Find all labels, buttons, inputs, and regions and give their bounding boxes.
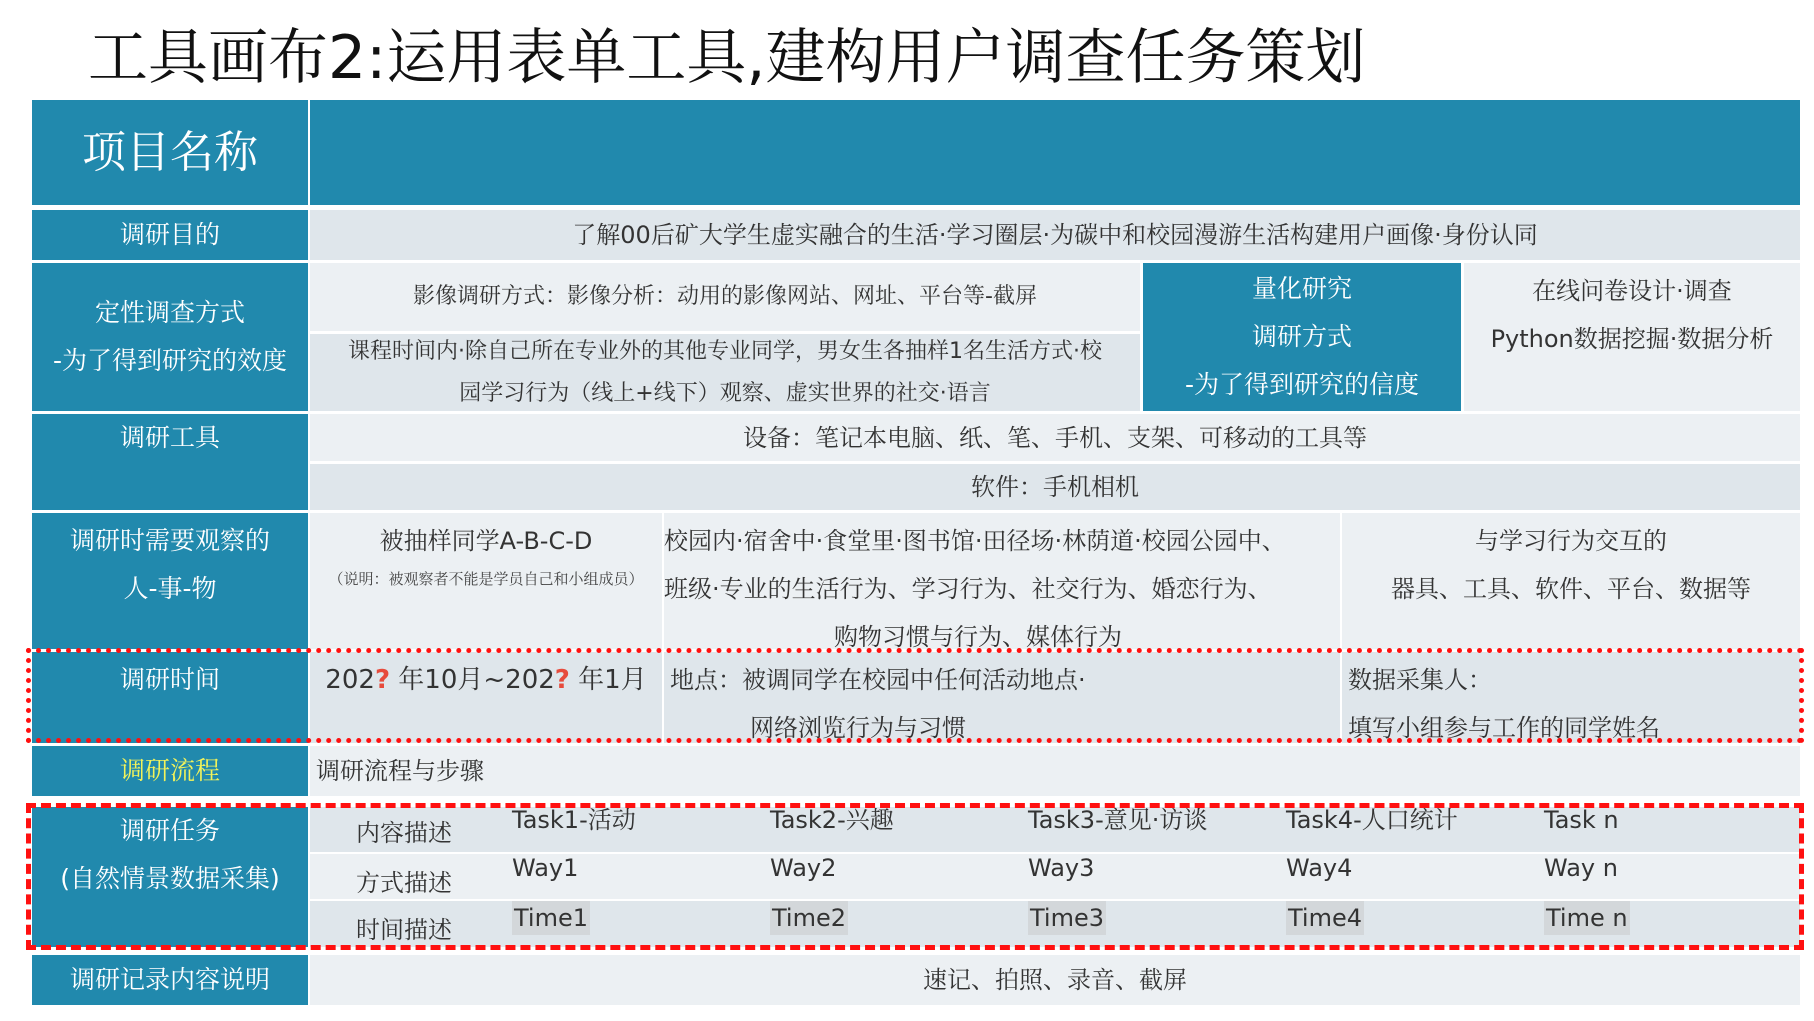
sampling-line1: 课程时间内·除自己所在专业外的其他专业同学，男女生各抽样1名生活方式·校 xyxy=(348,338,1102,364)
project-name-label xyxy=(32,100,308,205)
purpose-label-text: 调研目的 xyxy=(119,220,220,249)
task-1-time-text: Time1 xyxy=(512,901,590,935)
task-n-time-text: Time n xyxy=(1544,901,1630,935)
task-3-content[interactable]: Task3-意见·访谈 xyxy=(1028,806,1208,834)
record-label-text: 调研记录内容说明 xyxy=(69,965,270,994)
observe-events-line3: 购物习惯与行为、媒体行为 xyxy=(834,623,1122,649)
tools-label xyxy=(32,414,308,510)
video-research-cell[interactable] xyxy=(310,263,1140,331)
task-4-way[interactable]: Way4 xyxy=(1286,854,1353,882)
time-end-suffix: 年1月 xyxy=(578,665,647,695)
qualitative-label-line1: 定性调查方式 xyxy=(94,298,245,327)
time-label xyxy=(32,652,308,743)
task-4-time-text: Time4 xyxy=(1286,901,1364,935)
task-n-content[interactable]: Task n xyxy=(1544,806,1619,834)
task-row-label-way: 方式描述 xyxy=(356,869,452,897)
location-line1: 地点：被调同学在校园中任何活动地点· xyxy=(670,666,1086,694)
time-start-prefix: 202 xyxy=(325,665,375,695)
purpose-value-text: 了解00后矿大学生虚实融合的生活·学习圈层·为碳中和校园漫游生活构建用户画像·身份认同 xyxy=(572,221,1538,249)
quantitative-label-line2: 调研方式 xyxy=(1251,322,1352,351)
process-label xyxy=(32,746,308,796)
quantitative-method-line2: Python数据挖掘·数据分析 xyxy=(1490,325,1774,353)
quantitative-method-line1: 在线问卷设计·调查 xyxy=(1532,277,1732,305)
process-value-text: 调研流程与步骤 xyxy=(316,757,484,785)
quantitative-label-line1: 量化研究 xyxy=(1251,274,1352,303)
observe-events-line1: 校园内·宿舍中·食堂里·图书馆·田径场·林荫道·校园公园中、 xyxy=(664,527,1286,555)
task-3-time-text: Time3 xyxy=(1028,901,1106,935)
time-range-text xyxy=(310,656,662,704)
purpose-value[interactable] xyxy=(310,210,1800,260)
video-research-text: 影像调研方式：影像分析：动用的影像网站、网址、平台等-截屏 xyxy=(413,284,1037,309)
observe-label xyxy=(32,513,308,649)
observe-people-text: 被抽样同学A-B-C-D xyxy=(379,527,593,555)
time-start-unknown: ? xyxy=(374,665,391,695)
task-2-time-text: Time2 xyxy=(770,901,848,935)
process-label-text: 调研流程 xyxy=(119,756,220,785)
collector-line1: 数据采集人： xyxy=(1348,666,1492,694)
sampling-line2: 园学习行为（线上+线下）观察、虚实世界的社交·语言 xyxy=(459,380,991,406)
quantitative-method-cell[interactable] xyxy=(1464,263,1800,411)
tools-label-text: 调研工具 xyxy=(119,423,220,452)
task-3-way[interactable]: Way3 xyxy=(1028,854,1095,882)
task-2-time[interactable] xyxy=(766,898,848,938)
collector-cell[interactable] xyxy=(1342,652,1800,743)
task-1-way[interactable]: Way1 xyxy=(512,854,579,882)
task-2-way[interactable]: Way2 xyxy=(770,854,837,882)
location-line2: 网络浏览行为与习惯 xyxy=(750,714,966,742)
purpose-label xyxy=(32,210,308,260)
task-row-label-time: 时间描述 xyxy=(356,916,452,944)
observe-label-line2: 人-事-物 xyxy=(123,574,217,603)
software-text: 软件：手机相机 xyxy=(971,473,1139,501)
location-cell[interactable] xyxy=(664,652,1340,743)
project-name-value[interactable] xyxy=(310,100,1800,205)
record-value-text: 速记、拍照、录音、截屏 xyxy=(923,966,1187,994)
task-n-way[interactable]: Way n xyxy=(1544,854,1618,882)
observe-things-cell[interactable] xyxy=(1342,513,1800,649)
collector-line2: 填写小组参与工作的同学姓名 xyxy=(1348,714,1660,742)
task-1-content[interactable]: Task1-活动 xyxy=(512,806,636,834)
observe-people-cell[interactable] xyxy=(310,513,662,649)
quantitative-label-line3: -为了得到研究的信度 xyxy=(1184,370,1420,399)
observe-events-cell[interactable] xyxy=(664,513,1340,649)
qualitative-label xyxy=(32,263,308,411)
sampling-cell[interactable] xyxy=(310,334,1140,411)
task-4-time[interactable] xyxy=(1282,898,1364,938)
tasks-label-line1: 调研任务 xyxy=(119,816,220,845)
task-n-time[interactable] xyxy=(1540,898,1630,938)
record-label xyxy=(32,955,308,1005)
page-title: 工具画布2:运用表单工具,建构用户调查任务策划 xyxy=(88,23,1366,93)
tasks-label xyxy=(32,807,308,947)
observe-people-note: （说明：被观察者不能是学员自己和小组成员） xyxy=(328,570,644,588)
equipment-text: 设备：笔记本电脑、纸、笔、手机、支架、可移动的工具等 xyxy=(743,423,1367,452)
task-3-time[interactable] xyxy=(1024,898,1106,938)
time-start-suffix: 年10月~202 xyxy=(398,665,555,695)
task-row-label-content: 内容描述 xyxy=(356,819,452,847)
observe-things-line1: 与学习行为交互的 xyxy=(1475,527,1667,555)
task-4-content[interactable]: Task4-人口统计 xyxy=(1286,806,1458,834)
process-value[interactable] xyxy=(310,746,1800,796)
observe-label-line1: 调研时需要观察的 xyxy=(69,526,270,555)
qualitative-label-line2: -为了得到研究的效度 xyxy=(52,346,288,375)
observe-things-line2: 器具、工具、软件、平台、数据等 xyxy=(1391,575,1751,603)
record-value[interactable] xyxy=(310,955,1800,1005)
observe-events-line2: 班级·专业的生活行为、学习行为、社交行为、婚恋行为、 xyxy=(664,575,1272,603)
time-end-unknown: ? xyxy=(554,665,570,695)
time-range-cell[interactable] xyxy=(310,652,662,743)
tasks-label-line2: (自然情景数据采集) xyxy=(60,864,280,893)
software-cell[interactable] xyxy=(310,464,1800,510)
task-1-time[interactable] xyxy=(508,898,590,938)
task-2-content[interactable]: Task2-兴趣 xyxy=(770,806,894,834)
time-label-text: 调研时间 xyxy=(119,665,220,694)
project-name-label-text: 项目名称 xyxy=(82,126,258,178)
equipment-cell[interactable] xyxy=(310,414,1800,461)
quantitative-label xyxy=(1143,263,1461,411)
